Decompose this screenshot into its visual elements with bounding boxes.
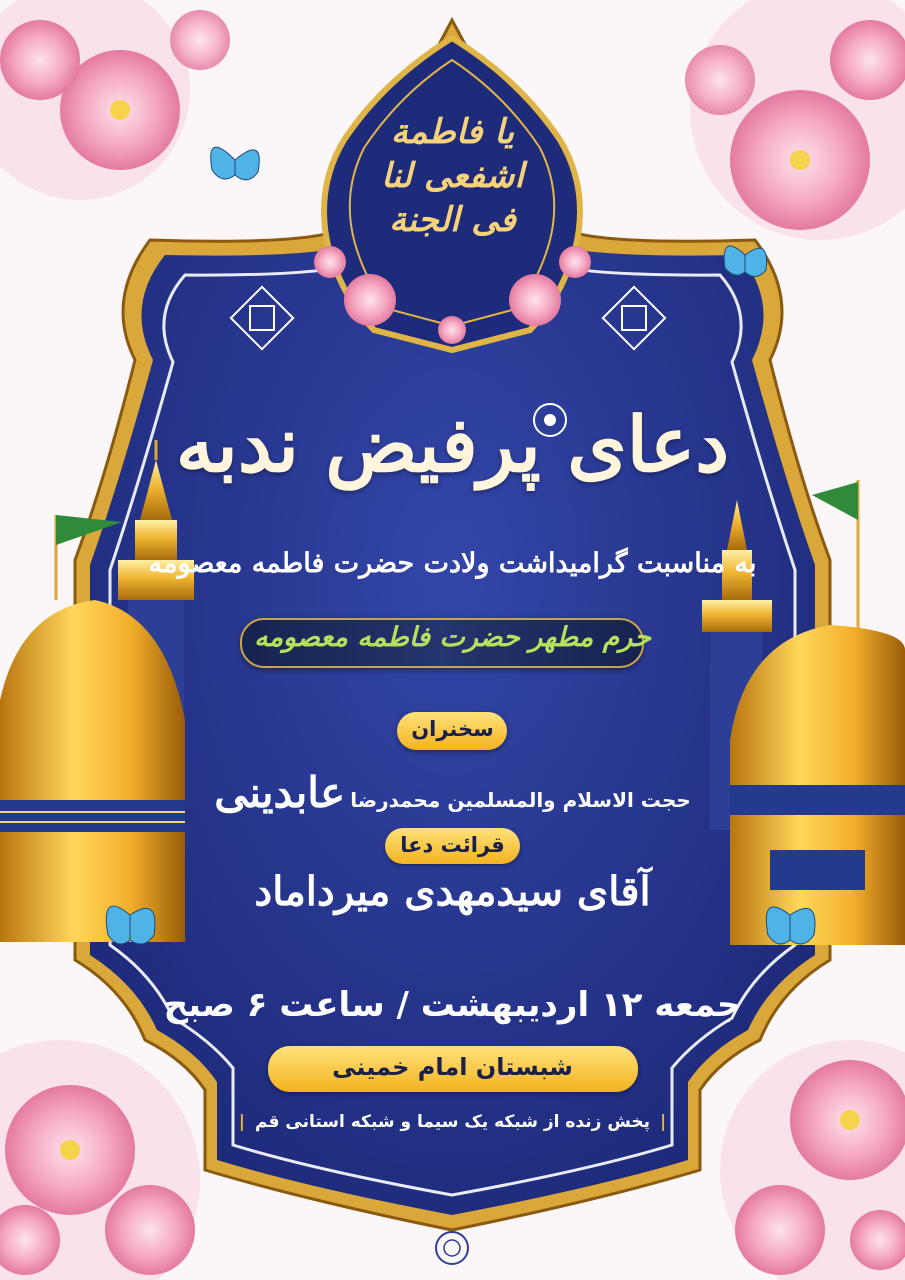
- reciter-name: آقای سیدمهدی میرداماد: [254, 868, 651, 915]
- speaker-label: سخنران: [411, 717, 494, 741]
- occasion-text: به مناسبت گرامیداشت ولادت حضرت فاطمه معصومه: [148, 548, 757, 579]
- broadcast-line: [0, 1112, 905, 1132]
- page-title: دعای پرفیض ندبه: [175, 400, 730, 489]
- seal-icon: [436, 1232, 468, 1264]
- shrine-text: حرم مطهر حضرت فاطمه معصومه: [254, 622, 651, 653]
- speaker-line: [0, 768, 905, 817]
- broadcast-text: پخش زنده از شبکه یک سیما و شبکه استانی قم: [255, 1112, 650, 1132]
- venue-text: شبستان امام خمینی: [332, 1053, 573, 1081]
- divider: |: [238, 1112, 245, 1132]
- calligraphy-text: [0, 110, 905, 242]
- speaker-honorific: حجت الاسلام والمسلمین محمدرضا: [350, 788, 691, 812]
- divider: |: [659, 1112, 667, 1132]
- schedule-text: جمعه ۱۲ اردیبهشت / ساعت ۶ صبح: [163, 985, 742, 1025]
- calligraphy-line-2: اشفعی لنا: [381, 156, 524, 196]
- calligraphy-line-1: یا فاطمة: [390, 112, 515, 152]
- calligraphy-line-3: فی الجنة: [389, 200, 516, 240]
- reciter-label: قرائت دعا: [400, 833, 505, 857]
- speaker-name: عابدینی: [214, 768, 346, 817]
